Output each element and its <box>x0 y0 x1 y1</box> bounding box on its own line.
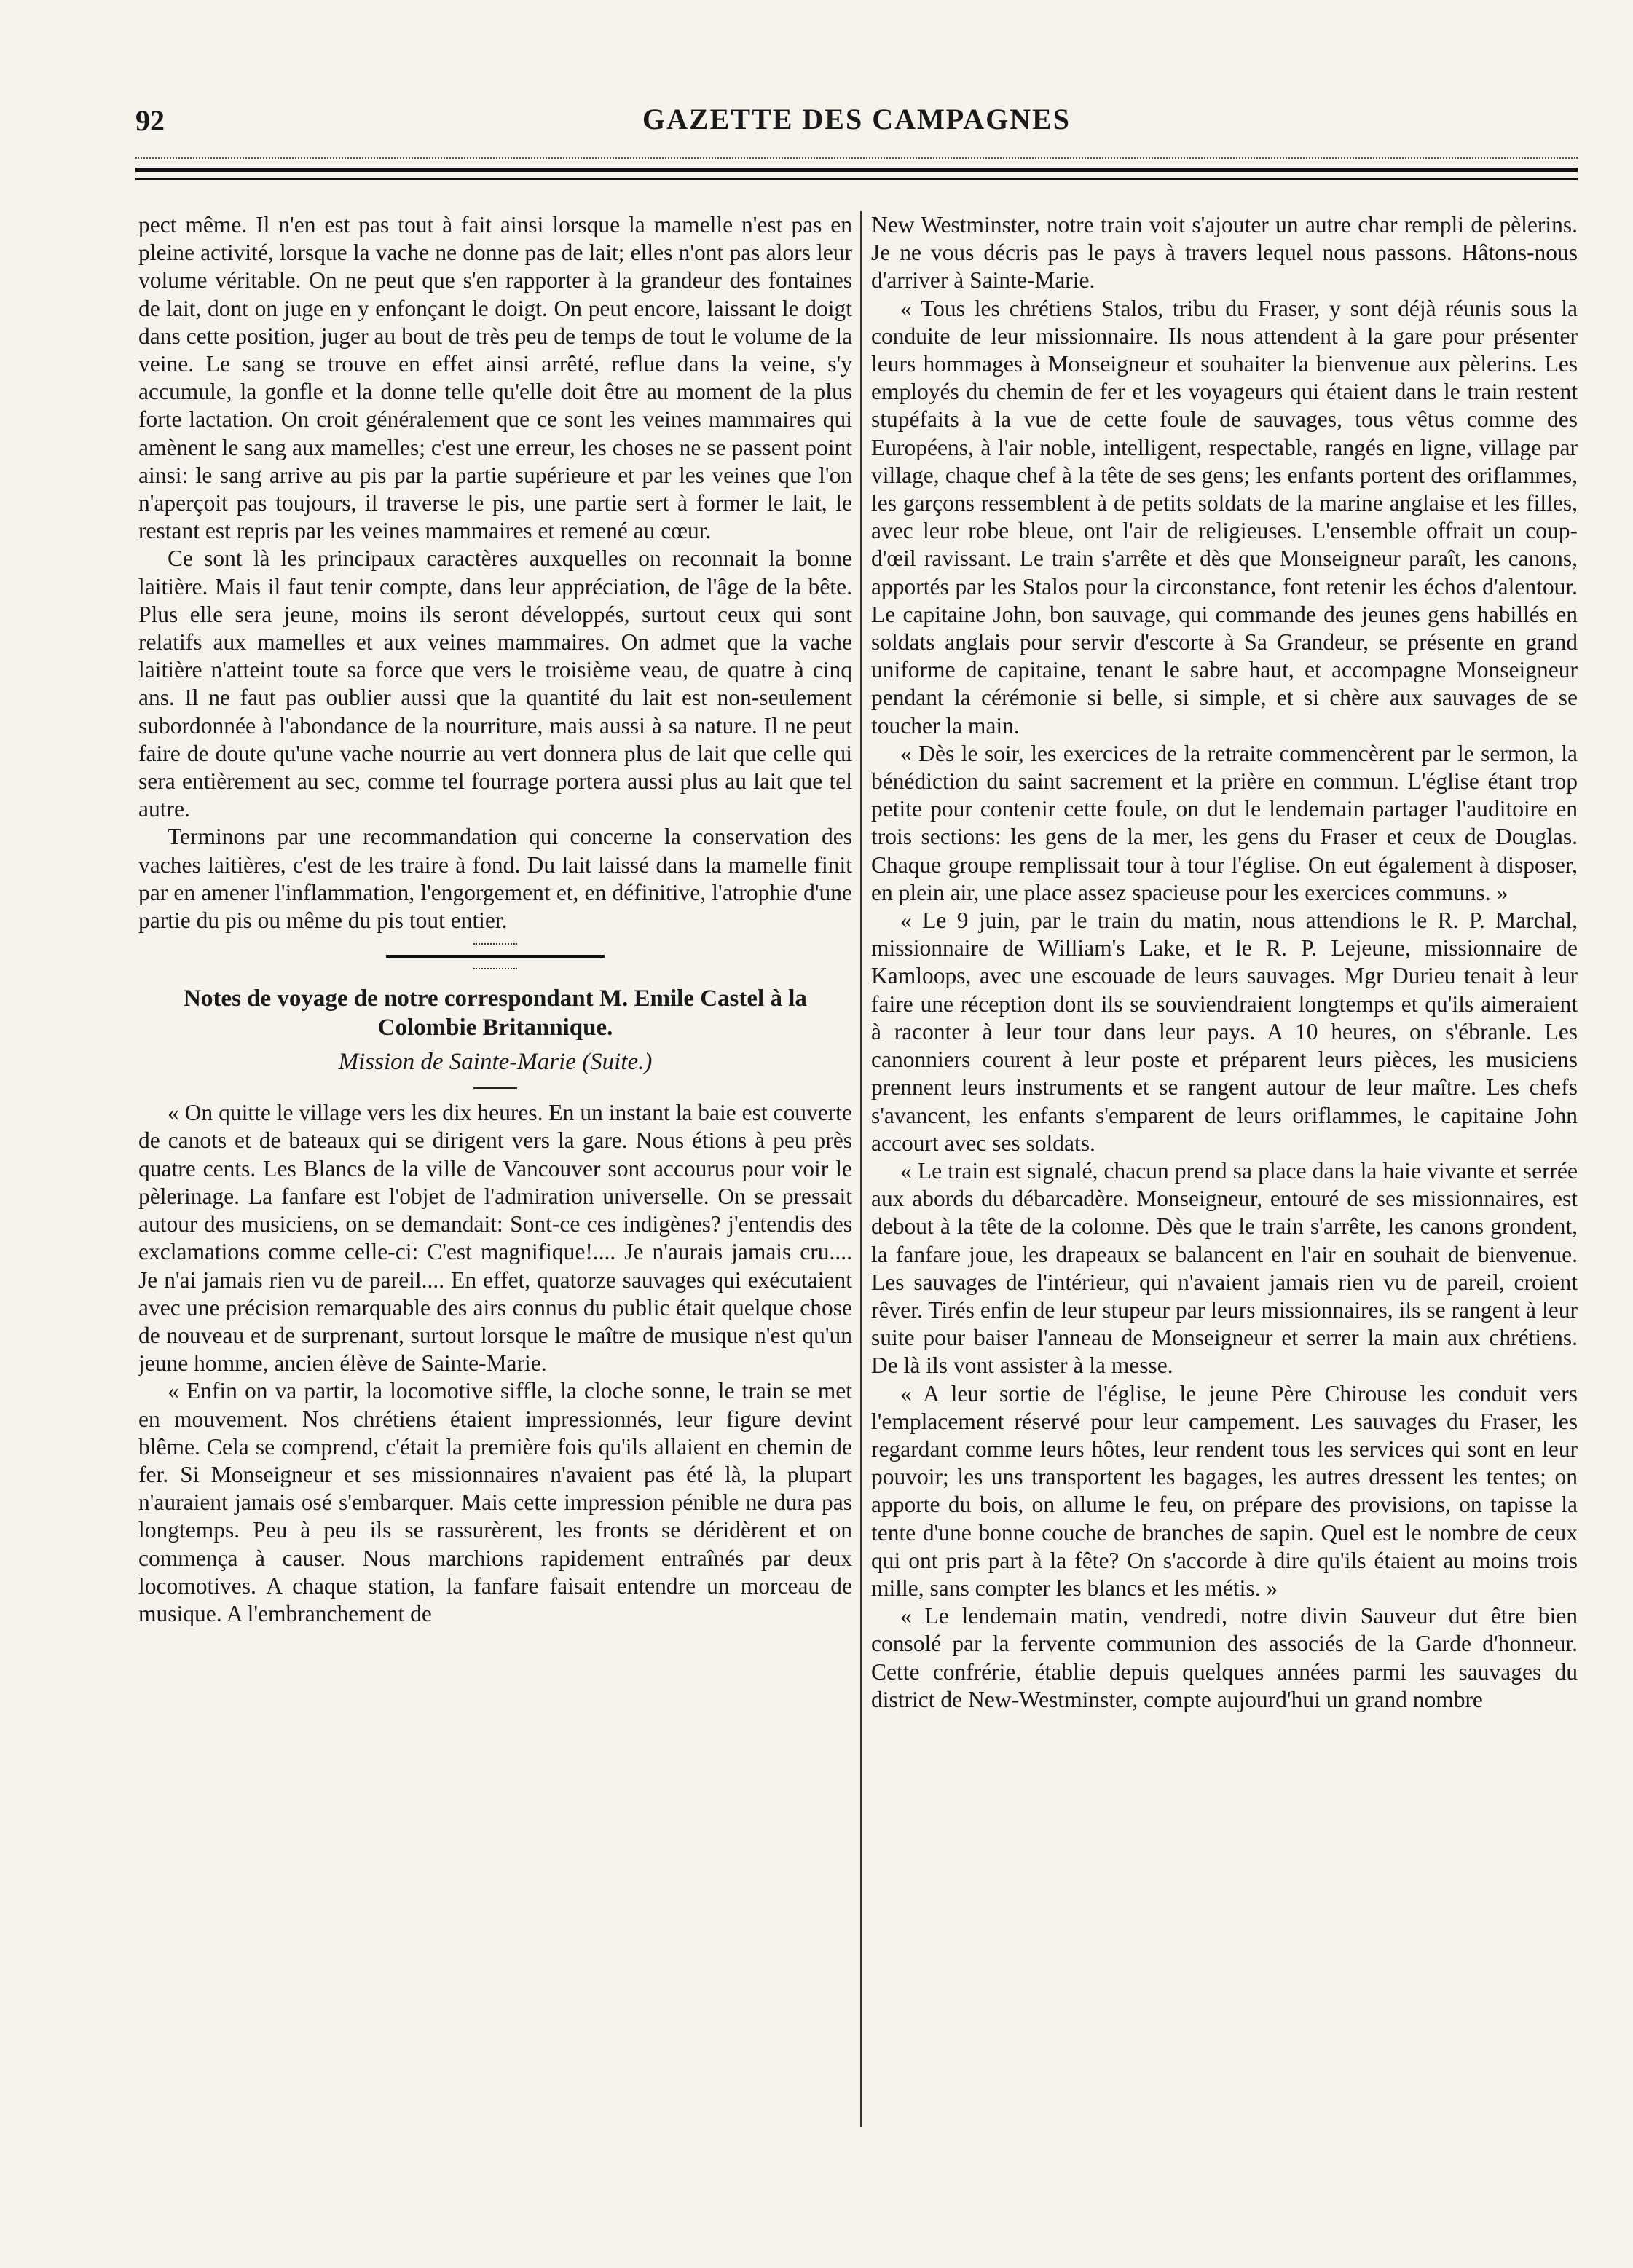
article-paragraph: « Dès le soir, les exercices de la retraite commencèrent par le sermon, la bénédiction du saint sacrement et la prière en commun. L'église étant trop petite pour contenir cette foule, on dut le lendemain partager l'auditoire en trois sections: les gens de la mer, les gens du Fraser et ceux de Douglas. Chaque groupe remplissait tour à tour l'église. On eut également à disposer, en plein air, une place assez spacieuse pour les exercices communs. » <box>871 740 1578 905</box>
subtitle-rule <box>473 1087 517 1089</box>
journal-title: GAZETTE DES CAMPAGNES <box>642 103 1071 135</box>
article-paragraph: Ce sont là les principaux caractères auxquelles on reconnait la bonne laitière. Mais il faut tenir compte, dans leur appréciation, de l'âge de la bête. Plus elle sera jeune, moins ils seront développés, surtout ceux qui sont relatifs aux mamelles et aux veines mammaires. On admet que la vache laitière n'atteint toute sa force que vers le troisième veau, de quatre à cinq ans. Il ne faut pas oublier aussi que la quantité du lait est non-seulement subordonnée à l'abondance de la nourriture, mais aussi à sa nature. Il ne peut faire de doute qu'une vache nourrie au vert donnera plus de lait que celle qui sera entièrement au sec, comme tel fourrage portera aussi plus au lait que tel autre. <box>138 546 852 822</box>
section-paragraph: « Enfin on va partir, la locomotive siffle, la cloche sonne, le train se met en mouvement. Nos chrétiens étaient impressionnés, leur figure devint blême. Cela se comprend, c'était la première fois qu'ils allaient en chemin de fer. Si Monseigneur et ses missionnaires n'avaient pas été là, la plupart n'auraient jamais osé s'embarquer. Mais cette impression pénible ne dura pas longtemps. Peu à peu ils se rassurèrent, les fronts se déridèrent et on commença à causer. Nous marchions rapidement entraînés par deux locomotives. A chaque station, la fanfare faisait entendre un morceau de musique. A l'embranchement de <box>138 1378 852 1626</box>
article-paragraph: « A leur sortie de l'église, le jeune Père Chirouse les conduit vers l'emplacement réservé pour leur campement. Les sauvages du Fraser, les regardant comme leurs hôtes, leur rendent tous les services qui sont en leur pouvoir; les uns transportent les bagages, les autres dressent les tentes; on apporte du bois, on allume le feu, on prépare des provisions, on tapisse la tente d'une bonne couche de branches de sapin. Quel est le nombre de ceux qui ont pris part à la fête? On s'accorde à dire qu'ils étaient au moins trois mille, sans compter les blancs et les métis. » <box>871 1380 1578 1601</box>
page-header <box>135 102 1578 146</box>
section-subtitle: Mission de Sainte-Marie (Suite.) <box>338 1049 653 1076</box>
article-paragraph: « Le 9 juin, par le train du matin, nous attendions le R. P. Marchal, missionnaire de William's Lake, et le R. P. Lejeune, missionnaire de Kamloops, avec une escouade de leurs sauvages. Mgr Durieu tenait à leur faire une réception dont ils se souviendraient longtemps et qu'ils aimeraient à raconter à leur tour dans leur pays. A 10 heures, on s'ébranle. Les canonniers courent à leur poste et préparent leurs pièces, les musiciens prennent leurs instruments et se rangent autour de leur maître. Les chefs s'avancent, les enfants s'emparent de leurs oriflammes, le capitaine John accourt avec ses soldats. <box>871 907 1578 1156</box>
section-paragraph: « On quitte le village vers les dix heures. En un instant la baie est couverte de canots et de bateaux qui se dirigent vers la gare. Nous étions à peu près quatre cents. Les Blancs de la ville de Vancouver sont accourus pour voir le pèlerinage. La fanfare est l'objet de l'admiration universelle. On se pressait autour des musiciens, on se demandait: Sont-ce ces indigènes? j'entendis des exclamations comme celle-ci: C'est magnifique!.... Je n'aurais jamais cru.... Je n'ai jamais rien vu de pareil.... En effet, quatorze sauvages qui exécutaient avec une précision remarquable des airs connus du public était quelque chose de nouveau et de surprenant, surtout lorsque le maître de musique n'est qu'un jeune homme, ancien élève de Sainte-Marie. <box>138 1100 852 1377</box>
section-title: Notes de voyage de notre correspondant M. Emile Castel à la Colombie Britannique. <box>184 985 807 1042</box>
article-paragraph: Terminons par une recommandation qui concerne la conservation des vaches laitières, c'est de les traire à fond. Du lait laissé dans la mamelle finit par en amener l'inflammation, l'engorgement et, en définitive, l'atrophie d'une partie du pis ou même du pis tout entier. <box>138 824 852 934</box>
article-paragraph: « Tous les chrétiens Stalos, tribu du Fraser, y sont déjà réunis sous la conduite de leur missionnaire. Ils nous attendent à la gare pour présenter leurs hommages à Monseigneur et souhaiter la bienvenue aux pèlerins. Les employés du chemin de fer et les voyageurs qui étaient dans le train restent stupéfaits à la vue de cette foule de sauvages, tous vêtus comme des Européens, à l'air noble, intelligent, respectable, rangés en ligne, village par village, chaque chef à la tête de ses gens; les enfants portent des oriflammes, les garçons ressemblent à de petits soldats de la marine anglaise et les filles, avec leur robe bleue, ont l'air de religieuses. L'ensemble offrait un coup-d'œil ravissant. Le train s'arrête et dès que Monseigneur paraît, les canons, apportés par les Stalos pour la circonstance, font retenir les échos d'alentour. Le capitaine John, bon sauvage, qui commande des jeunes gens habillés en soldats anglais pour servir d'escorte à Sa Grandeur, se présente en grand uniforme de capitaine, tenant le sabre haut, et accompagne Monseigneur pendant la cérémonie si belle, si simple, et si chère aux sauvages de se toucher la main. <box>871 295 1578 739</box>
header-thick-rule <box>135 168 1578 172</box>
article-paragraph: « Le lendemain matin, vendredi, notre divin Sauveur dut être bien consolé par la fervente communion des associés de la Garde d'honneur. Cette confrérie, établie depuis quelques années parmi les sauvages du district de New-Westminster, compte aujourd'hui un grand nombre <box>871 1603 1578 1712</box>
column-divider <box>860 211 862 2127</box>
article-paragraph: « Le train est signalé, chacun prend sa place dans la haie vivante et serrée aux abords du débarcadère. Monseigneur, entouré de ses missionnaires, est debout à la tête de la colonne. Dès que le train s'arrête, les canons grondent, la fanfare joue, les drapeaux se balancent en l'air en souhait de bienvenue. Les sauvages de l'intérieur, qui n'avaient jamais rien vu de pareil, croient rêver. Tirés enfin de leur stupeur par leurs missionnaires, ils se rangent à leur suite pour baiser l'anneau de Monseigneur et serrer la main aux chrétiens. De là ils vont assister à la messe. <box>871 1157 1578 1379</box>
left-column <box>138 211 852 2134</box>
article-paragraph: New Westminster, notre train voit s'ajouter un autre char rempli de pèlerins. Je ne vous décris pas le pays à travers lequel nous passons. Hâtons-nous d'arriver à Sainte-Marie. <box>871 212 1578 294</box>
section-separator <box>138 934 852 978</box>
header-thin-rule <box>135 178 1578 180</box>
article-paragraph: pect même. Il n'en est pas tout à fait ainsi lorsque la mamelle n'est pas en pleine activité, lorsque la vache ne donne pas de lait; elles n'ont pas alors leur volume véritable. On ne peut que s'en rapporter à la grandeur des fontaines de lait, dont on juge en y enfonçant le doigt. On peut encore, laissant le doigt dans cette position, juger au bout de très peu de temps de tout le volume de la veine. Le sang se trouve en effet ainsi arrêté, reflue dans la veine, s'y accumule, la gonfle et la donne telle qu'elle doit être au moment de la plus forte lactation. On croit généralement que ce sont les veines mammaires qui amènent le sang aux mamelles; c'est une erreur, les choses ne se passent point ainsi: le sang arrive au pis par la partie supérieure et par les veines que l'on n'aperçoit pas toujours, il traverse le pis, une partie sert à former le lait, le restant est repris par les veines mammaires et remené au cœur. <box>138 212 852 544</box>
page-number: 92 <box>135 104 165 137</box>
header-dotted-rule <box>135 157 1578 159</box>
right-column <box>871 211 1578 2134</box>
